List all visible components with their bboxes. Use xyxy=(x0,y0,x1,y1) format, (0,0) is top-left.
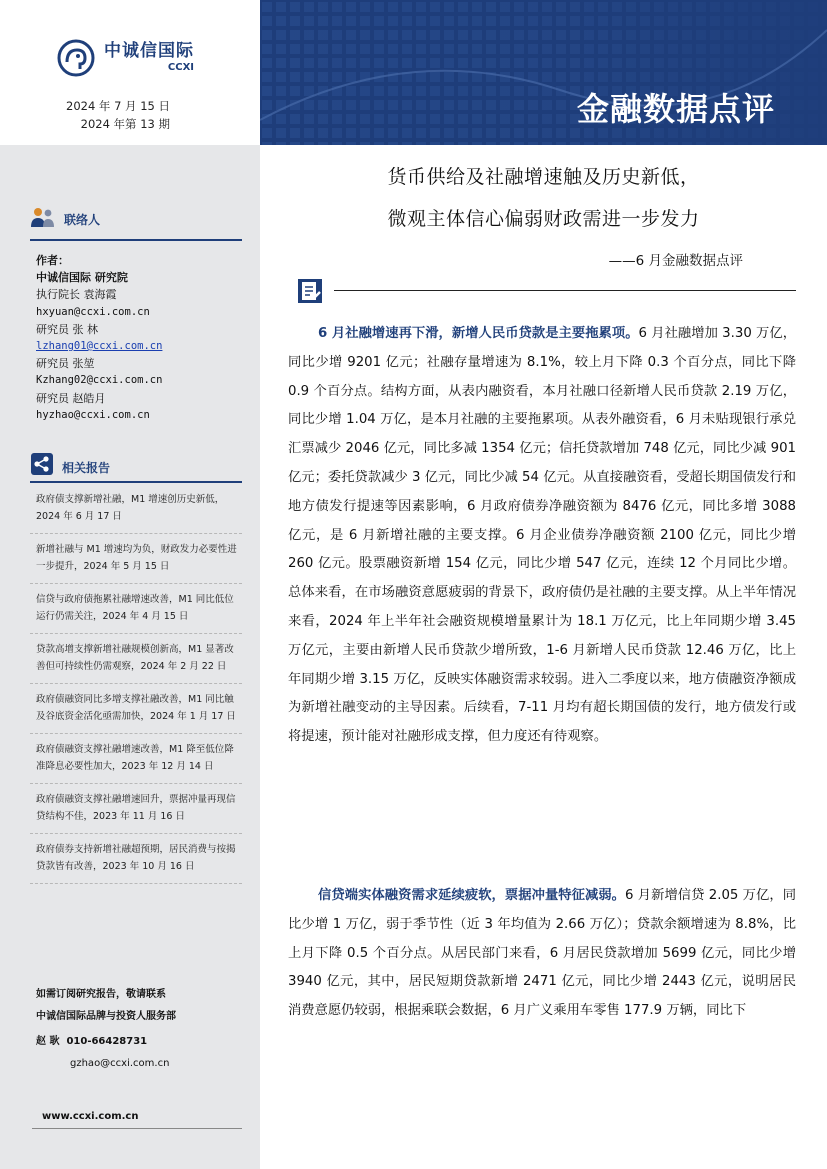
related-report-item[interactable]: 政府债融资同比多增支撑社融改善，M1 同比触及谷底资金活化亟需加快，2024 年 1 月 17 日 xyxy=(30,684,242,734)
left-header xyxy=(0,0,260,145)
related-heading xyxy=(30,452,110,476)
related-title: 相关报告 xyxy=(62,461,111,475)
contact-email[interactable]: hyzhao@ccxi.com.cn xyxy=(36,408,150,421)
contact-name: 研究员 赵皓月 xyxy=(36,391,106,405)
contacts-title: 联络人 xyxy=(64,213,101,227)
issue-number: 2024 年第 13 期 xyxy=(80,117,170,131)
related-reports-list xyxy=(30,484,242,884)
paragraph-text: 6 月社融增加 3.30 万亿，同比少增 9201 亿元；社融存量增速为 8.1%，较上月下降 0.3 个百分点，同比下降 0.9 个百分点。结构方面，从表内融资看，本月社融口径新增人民币贷款 2.19 万亿，同比少增 1.04 万亿，是本月社融的主要拖累项。从表外融资看，6 月未贴现银行承兑汇票减少 2046 亿元，同比多减 1354 亿元；信托贷款增加 748 亿元，同比少减 901 亿元；委托贷款减少 3 亿元，同比少减 54 亿元。从直接融资看，受超长期国债发行和地方债发行提速等因素影响，6 月政府债券净融资额为 8476 亿元，同比多增 3088 亿元，是 6 月新增社融的主要支撑。6 月企业债券净融资额 2100 亿元，同比少增 260 亿元。股票融资新增 154 亿元，同比少增 547 亿元，连续 12 个月同比少增。总体来看，在市场融资意愿疲弱的背景下，政府债仍是社融的主要支撑。从上半年情况来看，2024 年上半年社会融资规模增量累计为 18.1 万亿元，比上年同期少增 3.45 万亿元，主要由新增人民币贷款少增所致，1-6 月新增人民币贷款 12.46 万亿，比上年同期少增 3.15 万亿，反映实体融资需求较弱。进入二季度以来，地方债融资净额成为新增社融变动的主导因素。后续看，7-11 月均有超长期国债的发行，地方债发行或将提速，预计能对社融形成支撑，但力度还有待观察。 xyxy=(288,326,796,745)
ccxi-logo xyxy=(56,38,194,78)
contacts-heading xyxy=(30,206,100,228)
related-report-item[interactable]: 政府债融资支撑社融增速回升，票据冲量再现信贷结构不佳，2023 年 11 月 16 日 xyxy=(30,784,242,834)
author-org: 中诚信国际 研究院 xyxy=(36,271,128,285)
headline-subtitle: ——6 月金融数据点评 xyxy=(608,253,743,269)
subscribe-contact-line xyxy=(36,1031,176,1053)
contact-name: 研究员 张堃 xyxy=(36,357,95,371)
document-icon xyxy=(297,278,323,304)
subscribe-name: 赵 耿 xyxy=(36,1036,60,1047)
section-divider xyxy=(334,290,796,291)
elephant-logo-icon xyxy=(56,38,96,78)
related-report-item[interactable]: 信贷与政府债拖累社融增速改善，M1 同比低位运行仍需关注，2024 年 4 月 15 日 xyxy=(30,584,242,634)
subscribe-phone: 010-66428731 xyxy=(66,1036,148,1047)
contact-email-link[interactable]: lzhang01@ccxi.com.cn xyxy=(36,340,163,353)
contacts-divider xyxy=(30,239,242,241)
related-report-item[interactable]: 政府债券支持新增社融超预期，居民消费与按揭贷款皆有改善，2023 年 10 月 16 日 xyxy=(30,834,242,884)
paragraph-text: 6 月新增信贷 2.05 万亿，同比少增 1 万亿，弱于季节性（近 3 年均值为 2.66 万亿）；贷款余额增速为 8.8%，比上月下降 0.5 个百分点。从居民部门来看，6 月居民贷款增加 5699 亿元，同比少增 3940 亿元，其中，居民短期贷款新增 2471 亿元，同比少增 2443 亿元，说明居民消费意愿仍较弱，根据乘联会数据，6 月广义乘用车零售 177.9 万辆，同比下 xyxy=(288,888,796,1019)
website-link[interactable]: www.ccxi.com.cn xyxy=(42,1111,139,1122)
title-banner xyxy=(260,0,827,145)
website-divider xyxy=(32,1128,242,1129)
paragraph-lead: 信贷端实体融资需求延续疲软，票据冲量特征减弱。 xyxy=(318,888,626,903)
contact-name: 执行院长 袁海霞 xyxy=(36,288,117,302)
paragraph-lead: 6 月社融增速再下滑，新增人民币贷款是主要拖累项。 xyxy=(318,326,639,341)
banner-title: 金融数据点评 xyxy=(576,90,775,128)
related-report-item[interactable]: 新增社融与 M1 增速均为负，财政发力必要性进一步提升，2024 年 5 月 15 日 xyxy=(30,534,242,584)
paragraph-social-financing xyxy=(288,320,796,752)
contact-name: 研究员 张 林 xyxy=(36,322,98,336)
subscribe-line: 如需订阅研究报告，敬请联系 xyxy=(36,989,166,1000)
network-icon xyxy=(30,452,54,476)
left-column xyxy=(0,0,260,1169)
author-label: 作者： xyxy=(36,254,69,267)
headline-line-2: 微观主体信心偏弱财政需进一步发力 xyxy=(387,208,700,230)
subscribe-department: 中诚信国际品牌与投资人服务部 xyxy=(36,1011,176,1022)
logo-english-name: CCXI xyxy=(167,62,194,73)
subscription-contact xyxy=(36,984,176,1075)
related-report-item[interactable]: 政府债支撑新增社融，M1 增速创历史新低，2024 年 6 月 17 日 xyxy=(30,484,242,534)
paragraph-credit xyxy=(288,882,796,1026)
contact-email[interactable]: Kzhang02@ccxi.com.cn xyxy=(36,374,163,387)
related-divider xyxy=(30,481,242,483)
contact-email[interactable]: hxyuan@ccxi.com.cn xyxy=(36,305,150,318)
contacts-list xyxy=(36,252,162,424)
headline-line-1: 货币供给及社融增速触及历史新低， xyxy=(387,166,700,188)
related-report-item[interactable]: 政府债融资支撑社融增速改善，M1 降至低位降准降息必要性加大，2023 年 12 月 14 日 xyxy=(30,734,242,784)
subscribe-email[interactable]: gzhao@ccxi.com.cn xyxy=(70,1058,170,1069)
related-report-item[interactable]: 贷款高增支撑新增社融规模创新高，M1 显著改善但可持续性仍需观察，2024 年 2 月 22 日 xyxy=(30,634,242,684)
logo-chinese-name: 中诚信国际 xyxy=(104,41,194,61)
people-icon xyxy=(30,206,56,228)
report-date: 2024 年 7 月 15 日 xyxy=(66,99,170,113)
